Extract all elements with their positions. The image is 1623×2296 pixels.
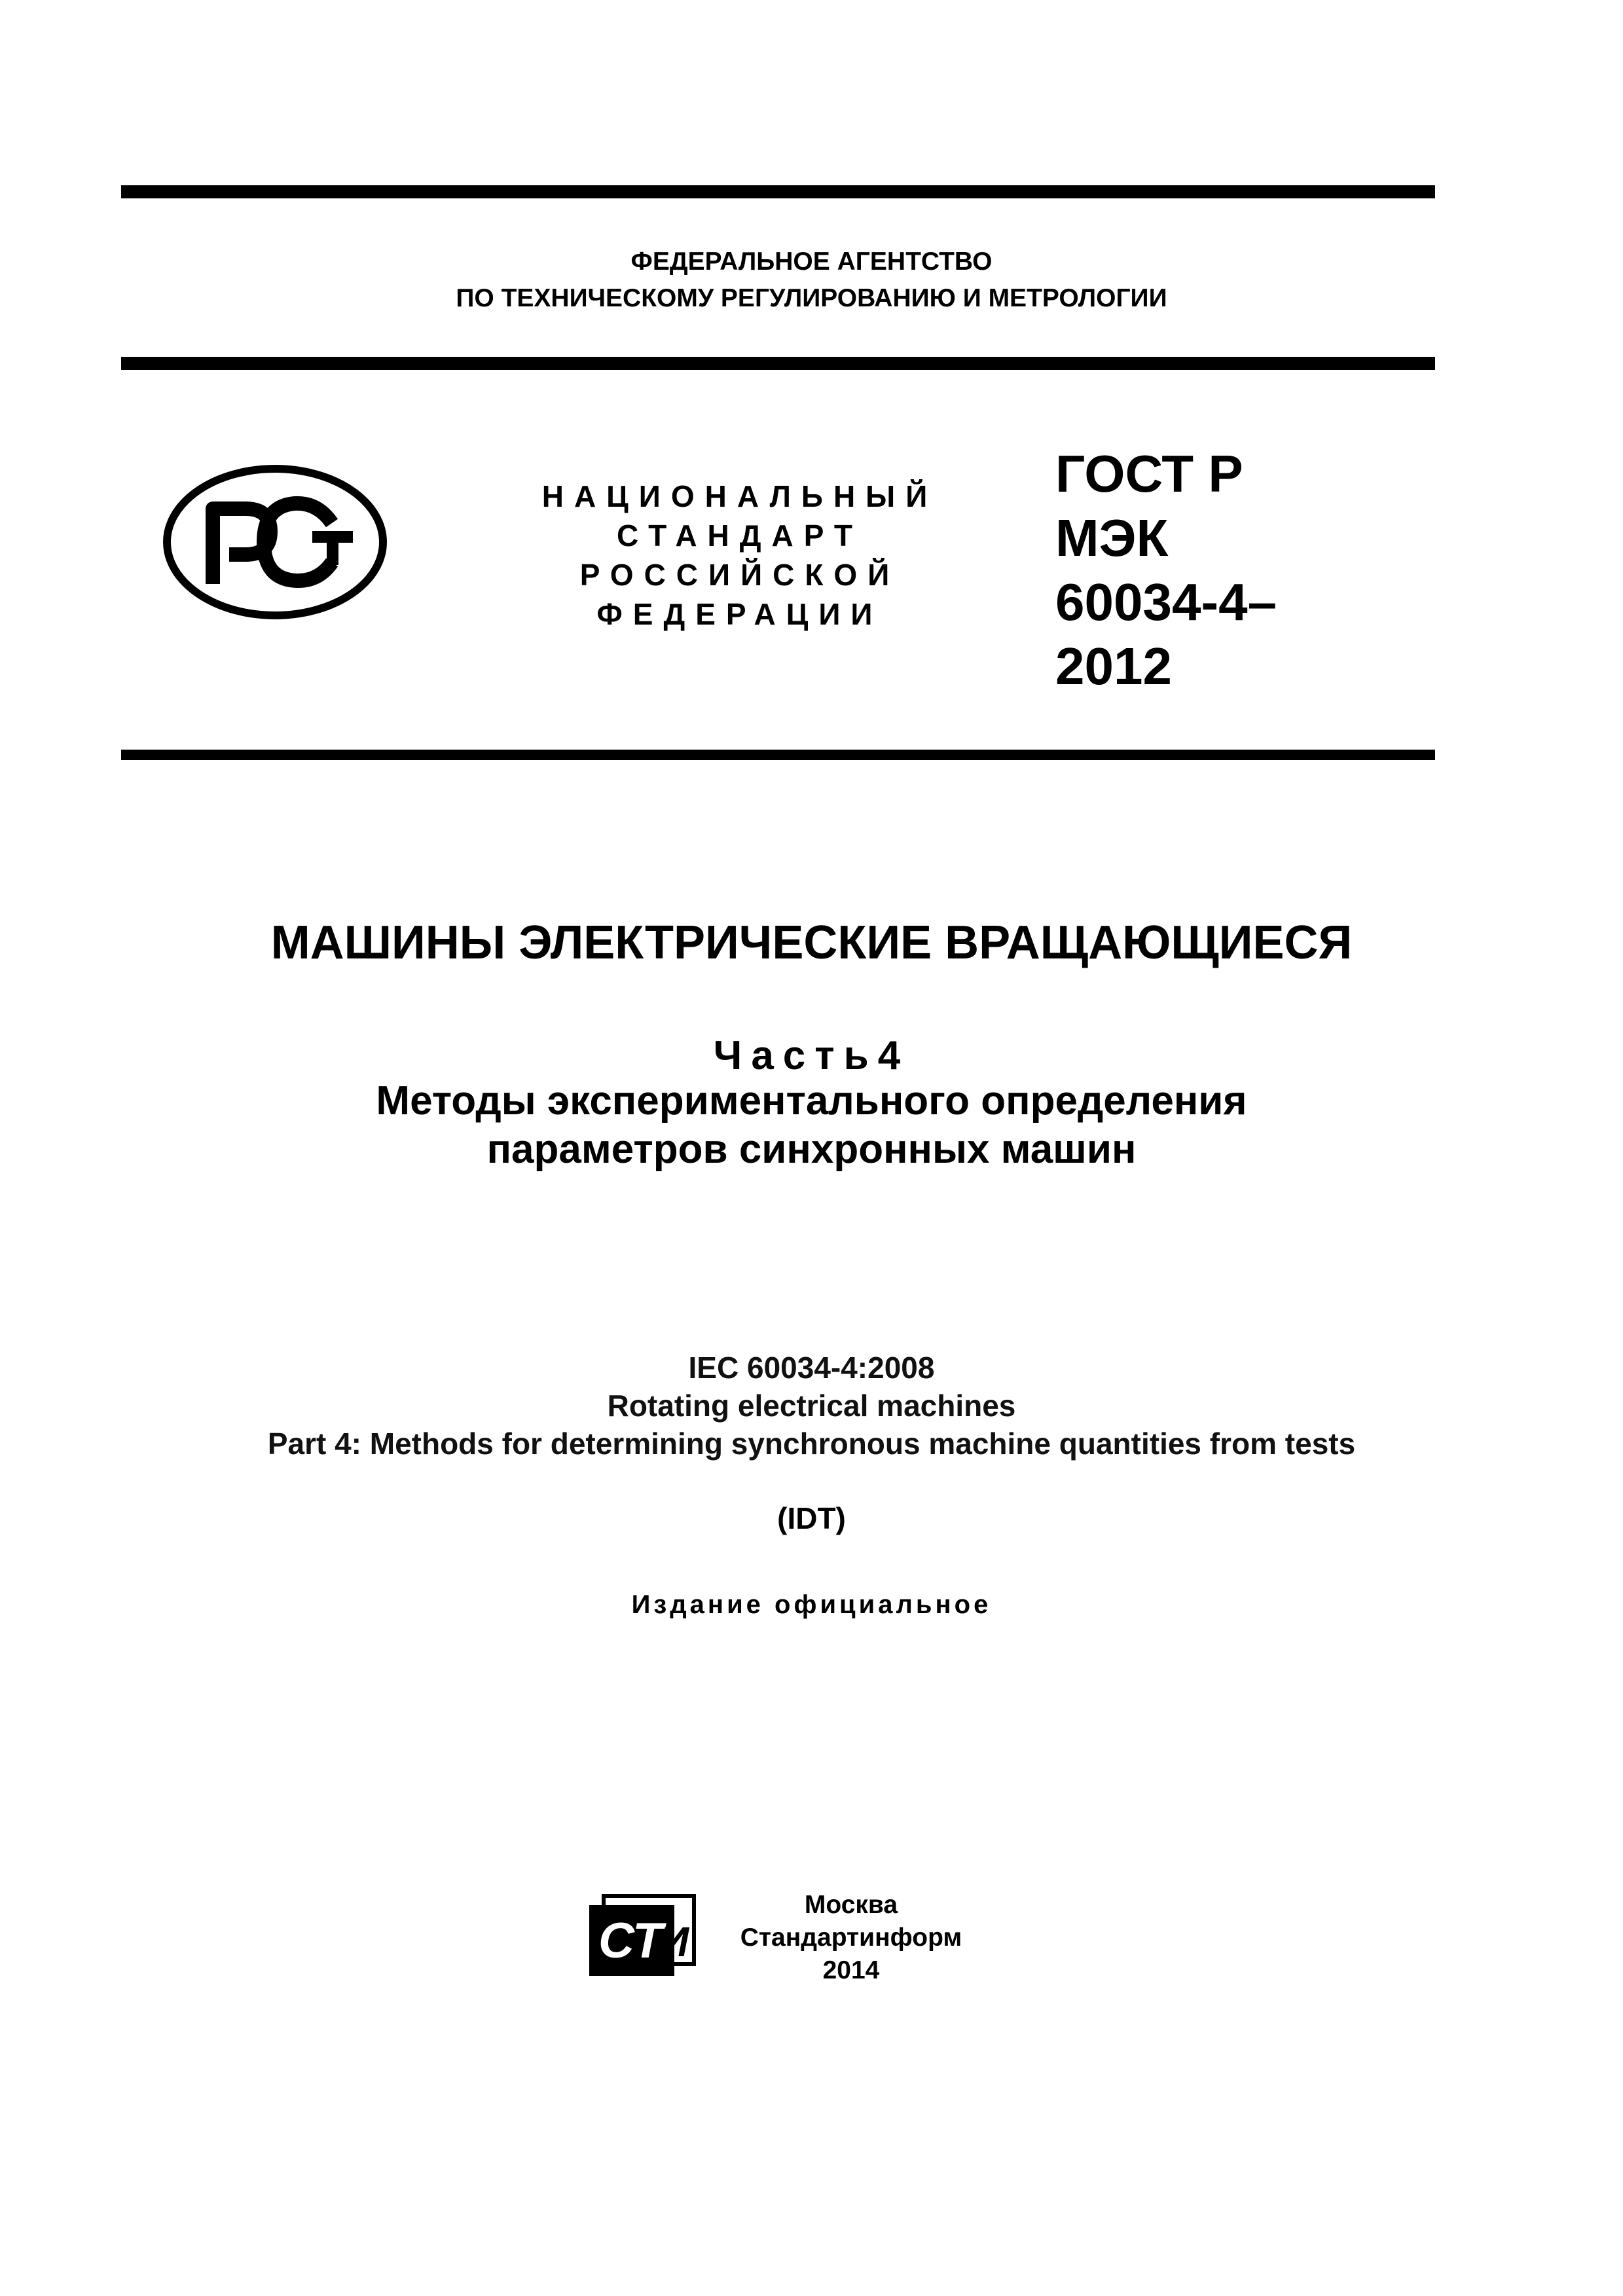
iec-reference: IEC 60034-4:2008 — [688, 1351, 935, 1385]
designation-line-2: МЭК — [1055, 509, 1169, 567]
edition-label: Издание официальное — [631, 1590, 992, 1619]
document-title: МАШИНЫ ЭЛЕКТРИЧЕСКИЕ ВРАЩАЮЩИЕСЯ — [270, 917, 1353, 969]
designation-line-3: 60034-4– — [1055, 573, 1277, 631]
designation-rule — [121, 750, 1435, 760]
svg-text:СТ: СТ — [598, 1913, 663, 1969]
iec-reference-block — [0, 1349, 1623, 1463]
standard-designation — [1055, 442, 1277, 699]
rst-certification-mark-icon — [160, 463, 390, 621]
iec-part: Part 4: Methods for determining synchronous machine quantities from tests — [267, 1427, 1356, 1461]
subtitle-line-2: параметров синхронных машин — [486, 1127, 1137, 1172]
national-line-4: ФЕДЕРАЦИИ — [596, 597, 883, 631]
header-rule — [121, 357, 1435, 370]
national-line-2: СТАНДАРТ — [617, 519, 863, 553]
top-rule — [121, 185, 1435, 198]
svg-text:И: И — [659, 1918, 689, 1965]
national-standard-label — [517, 477, 962, 634]
idt-label: (IDT) — [777, 1501, 846, 1535]
agency-header — [0, 244, 1623, 317]
national-line-3: РОССИЙСКОЙ — [579, 558, 900, 592]
agency-line-1: ФЕДЕРАЛЬНОЕ АГЕНТСТВО — [630, 247, 993, 276]
iec-title: Rotating electrical machines — [607, 1389, 1016, 1423]
subtitle-line-1: Методы экспериментального определения — [376, 1078, 1247, 1123]
national-line-1: НАЦИОНАЛЬНЫЙ — [541, 479, 938, 513]
standartinform-logo-icon — [588, 1891, 699, 1979]
designation-line-4: 2012 — [1055, 637, 1172, 695]
publisher-year: 2014 — [822, 1956, 880, 1984]
part-label: Часть4 — [713, 1033, 910, 1078]
publisher-city: Москва — [804, 1891, 898, 1919]
publisher-block — [720, 1889, 982, 1987]
part-subtitle — [0, 1077, 1623, 1174]
designation-line-1: ГОСТ Р — [1055, 445, 1243, 503]
publisher-name: Стандартинформ — [740, 1923, 962, 1952]
agency-line-2: ПО ТЕХНИЧЕСКОМУ РЕГУЛИРОВАНИЮ И МЕТРОЛОГИИ — [456, 284, 1167, 312]
